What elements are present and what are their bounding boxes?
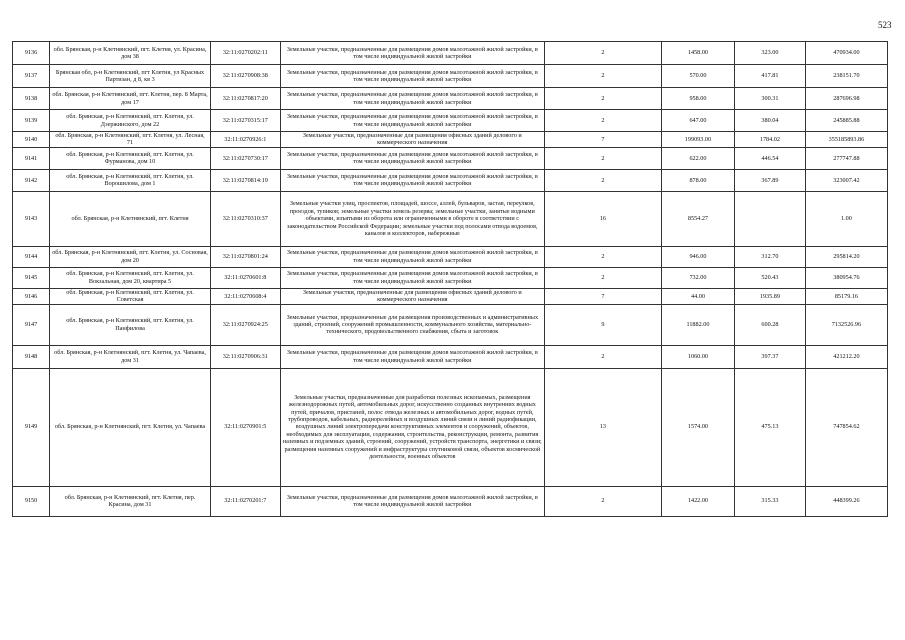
- table-row: [13, 65, 888, 88]
- row-number: 9149: [13, 368, 50, 486]
- address-cell: обл. Брянская, р-н Клетнянский, пгт. Клетня, пер. Красина, дом 31: [50, 486, 211, 516]
- table-row: [13, 304, 888, 345]
- specific-value-cell: 380.04: [735, 110, 806, 132]
- land-use-cell: Земельные участки, предназначенные для размещения домов малоэтажной жилой застройки, в том числе индивидуальной жилой застройки: [280, 65, 544, 88]
- cadastral-value-cell: 470934.00: [805, 42, 887, 65]
- land-use-code-cell: 2: [544, 345, 661, 368]
- area-cell: 878.00: [661, 169, 734, 191]
- address-cell: обл. Брянская, р-н Клетнянский, пгт. Клетня, ул. Дзержинского, дом 22: [50, 110, 211, 132]
- table-row: [13, 368, 888, 486]
- cadastral-number-cell: 32:11:0270924:25: [210, 304, 280, 345]
- area-cell: 8554.27: [661, 191, 734, 246]
- land-use-cell: Земельные участки, предназначенные для размещения домов малоэтажной жилой застройки, в том числе индивидуальной жилой застройки: [280, 169, 544, 191]
- cadastral-number-cell: 32:11:0270801:24: [210, 246, 280, 267]
- specific-value-cell: 315.33: [735, 486, 806, 516]
- specific-value-cell: 300.31: [735, 88, 806, 110]
- address-cell: обл. Брянская, р-н Клетнянский, пгт. Клетня, ул. Чапаева: [50, 368, 211, 486]
- address-cell: обл. Брянская, р-н Клетнянский, пгт. Клетня, ул. Панфилова: [50, 304, 211, 345]
- cadastral-value-cell: 85179.16: [805, 288, 887, 304]
- cadastral-value-cell: 1.00: [805, 191, 887, 246]
- table-row: [13, 246, 888, 267]
- specific-value-cell: 446.54: [735, 147, 806, 169]
- land-use-code-cell: 2: [544, 42, 661, 65]
- cadastral-value-cell: 355185893.86: [805, 132, 887, 148]
- table-row: [13, 267, 888, 288]
- cadastral-value-cell: 448399.26: [805, 486, 887, 516]
- land-use-code-cell: 2: [544, 65, 661, 88]
- land-use-code-cell: 2: [544, 246, 661, 267]
- cadastral-number-cell: 32:11:0270608:4: [210, 288, 280, 304]
- land-use-code-cell: 16: [544, 191, 661, 246]
- row-number: 9140: [13, 132, 50, 148]
- row-number: 9142: [13, 169, 50, 191]
- table-row: [13, 486, 888, 516]
- cadastral-number-cell: 32:11:0270814:19: [210, 169, 280, 191]
- specific-value-cell: 312.70: [735, 246, 806, 267]
- cadastral-number-cell: 32:11:0270315:17: [210, 110, 280, 132]
- table-row: [13, 288, 888, 304]
- area-cell: 199093.00: [661, 132, 734, 148]
- address-cell: обл. Брянская, р-н Клетнянский, пгт. Клетня, ул. Сосновая, дом 20: [50, 246, 211, 267]
- specific-value-cell: 367.89: [735, 169, 806, 191]
- land-use-cell: Земельные участки, предназначенные для размещения офисных зданий делового и коммерческого назначения: [280, 132, 544, 148]
- area-cell: 1458.00: [661, 42, 734, 65]
- specific-value-cell: 520.43: [735, 267, 806, 288]
- specific-value-cell: 417.81: [735, 65, 806, 88]
- land-use-cell: Земельные участки, предназначенные для размещения домов малоэтажной жилой застройки, в том числе индивидуальной жилой застройки: [280, 345, 544, 368]
- cadastral-value-cell: 245885.88: [805, 110, 887, 132]
- row-number: 9146: [13, 288, 50, 304]
- row-number: 9148: [13, 345, 50, 368]
- address-cell: обл. Брянская, р-н Клетнянский, пгт. Клетня, ул. Фурманова, дом 10: [50, 147, 211, 169]
- cadastral-number-cell: 32:11:0270901:5: [210, 368, 280, 486]
- land-use-code-cell: 2: [544, 486, 661, 516]
- specific-value-cell: 600.28: [735, 304, 806, 345]
- land-use-cell: Земельные участки, предназначенные для разработки полезных ископаемых, размещения железнодорожных путей, автомобильных дорог, искусственно созданных внутренних водных путей, причалов, пристаней, полос отвода железных и автомобильных дорог, водных путей, трубопроводов, кабельных, радиорелейных и воздушных линий связи и линий радиофикации, воздушных линий электропередачи конструктивных элементов и сооружений, объектов, необходимых для эксплуатации, содержания, строительства, реконструкции, ремонта, развития наземных и подземных зданий, строений, сооружений, устройств транспорта, энергетики и связи; размещения наземных сооружений и инфраструктуры спутниковой связи, объектов космической деятельности, военных объектов: [280, 368, 544, 486]
- land-use-cell: Земельные участки, предназначенные для размещения домов малоэтажной жилой застройки, в том числе индивидуальной жилой застройки: [280, 88, 544, 110]
- table-row: [13, 169, 888, 191]
- area-cell: 732.00: [661, 267, 734, 288]
- row-number: 9138: [13, 88, 50, 110]
- row-number: 9136: [13, 42, 50, 65]
- specific-value-cell: 397.37: [735, 345, 806, 368]
- land-use-code-cell: 2: [544, 110, 661, 132]
- address-cell: обл. Брянская, р-н Клетнянский, пгт. Клетня: [50, 191, 211, 246]
- cadastral-number-cell: 32:11:0270601:8: [210, 267, 280, 288]
- land-use-code-cell: 2: [544, 169, 661, 191]
- specific-value-cell: 1935.89: [735, 288, 806, 304]
- specific-value-cell: 475.13: [735, 368, 806, 486]
- area-cell: 1574.00: [661, 368, 734, 486]
- table-row: [13, 88, 888, 110]
- table-row: [13, 42, 888, 65]
- land-use-code-cell: 2: [544, 88, 661, 110]
- cadastral-value-cell: 323007.42: [805, 169, 887, 191]
- cadastral-number-cell: 32:11:0270202:11: [210, 42, 280, 65]
- cadastral-number-cell: 32:11:0270906:31: [210, 345, 280, 368]
- land-use-code-cell: 13: [544, 368, 661, 486]
- cadastral-value-cell: 747854.62: [805, 368, 887, 486]
- row-number: 9144: [13, 246, 50, 267]
- area-cell: 44.00: [661, 288, 734, 304]
- area-cell: 946.00: [661, 246, 734, 267]
- land-use-cell: Земельные участки, предназначенные для размещения домов малоэтажной жилой застройки, в том числе индивидуальной жилой застройки: [280, 246, 544, 267]
- cadastral-number-cell: 32:11:0270817:20: [210, 88, 280, 110]
- table-row: [13, 191, 888, 246]
- land-use-cell: Земельные участки улиц, проспектов, площадей, шоссе, аллей, бульваров, застав, переулков, проездов, тупиков; земельные участки земель резерва; земельные участки, занятые водными объектами, изъятыми из оборота или ограниченными в обороте в соответствии с законодательством Российской Федерации; земельные участки под полосами отвода водоемов, каналов и коллекторов, набережные: [280, 191, 544, 246]
- land-use-code-cell: 2: [544, 267, 661, 288]
- address-cell: обл. Брянская, р-н Клетнянский, пгт. Клетня, ул. Советская: [50, 288, 211, 304]
- address-cell: обл. Брянская, р-н Клетнянский, пгт. Клетня, ул. Ворошилова, дом 1: [50, 169, 211, 191]
- row-number: 9145: [13, 267, 50, 288]
- row-number: 9141: [13, 147, 50, 169]
- cadastral-number-cell: 32:11:0270926:1: [210, 132, 280, 148]
- land-use-code-cell: 7: [544, 132, 661, 148]
- cadastral-value-cell: 277747.88: [805, 147, 887, 169]
- row-number: 9147: [13, 304, 50, 345]
- table-body: [13, 42, 888, 517]
- row-number: 9139: [13, 110, 50, 132]
- table-row: [13, 147, 888, 169]
- cadastral-number-cell: 32:11:0270201:7: [210, 486, 280, 516]
- area-cell: 570.00: [661, 65, 734, 88]
- area-cell: 1060.00: [661, 345, 734, 368]
- specific-value-cell: 1784.02: [735, 132, 806, 148]
- address-cell: обл. Брянская, р-н Клетнянский, пгт. Клетня, ул. Красина, дом 38: [50, 42, 211, 65]
- land-use-cell: Земельные участки, предназначенные для размещения домов малоэтажной жилой застройки, в том числе индивидуальной жилой застройки: [280, 267, 544, 288]
- cadastral-number-cell: 32:11:0270730:17: [210, 147, 280, 169]
- table-row: [13, 110, 888, 132]
- address-cell: обл. Брянская, р-н Клетнянский, пгт. Клетня, ул. Лесная, 71: [50, 132, 211, 148]
- land-use-code-cell: 9: [544, 304, 661, 345]
- cadastral-number-cell: 32:11:0270310:37: [210, 191, 280, 246]
- cadastral-value-cell: 287696.98: [805, 88, 887, 110]
- cadastral-value-cell: 238151.70: [805, 65, 887, 88]
- land-use-cell: Земельные участки, предназначенные для размещения домов малоэтажной жилой застройки, в том числе индивидуальной жилой застройки: [280, 486, 544, 516]
- land-use-code-cell: 7: [544, 288, 661, 304]
- specific-value-cell: 323.00: [735, 42, 806, 65]
- land-use-cell: Земельные участки, предназначенные для размещения производственных и административных зданий, строений, сооружений промышленности, коммунального хозяйства, материально-технического, продовольственного снабжения, сбыта и заготовок: [280, 304, 544, 345]
- area-cell: 958.00: [661, 88, 734, 110]
- row-number: 9137: [13, 65, 50, 88]
- land-use-cell: Земельные участки, предназначенные для размещения домов малоэтажной жилой застройки, в том числе индивидуальной жилой застройки: [280, 110, 544, 132]
- address-cell: обл. Брянская, р-н Клетнянский, пгт. Клетня, ул. Чапаева, дом 31: [50, 345, 211, 368]
- land-use-cell: Земельные участки, предназначенные для размещения домов малоэтажной жилой застройки, в том числе индивидуальной жилой застройки: [280, 42, 544, 65]
- address-cell: Брянская обл, р-н Клетнянский, пгт Клетня, ул Красных Партизан, д 8, кв 3: [50, 65, 211, 88]
- cadastral-value-cell: 421212.20: [805, 345, 887, 368]
- row-number: 9143: [13, 191, 50, 246]
- area-cell: 11882.00: [661, 304, 734, 345]
- address-cell: обл. Брянская, р-н Клетнянский, пгт. Клетня, пер. 8 Марта, дом 17: [50, 88, 211, 110]
- cadastral-value-table: [12, 41, 888, 517]
- cadastral-number-cell: 32:11:0270908:38: [210, 65, 280, 88]
- table-row: [13, 132, 888, 148]
- page-number: 523: [878, 20, 892, 30]
- cadastral-value-cell: 380954.76: [805, 267, 887, 288]
- area-cell: 622.00: [661, 147, 734, 169]
- land-use-cell: Земельные участки, предназначенные для размещения домов малоэтажной жилой застройки, в том числе индивидуальной жилой застройки: [280, 147, 544, 169]
- row-number: 9150: [13, 486, 50, 516]
- area-cell: 1422.00: [661, 486, 734, 516]
- specific-value-cell: [735, 191, 806, 246]
- table-row: [13, 345, 888, 368]
- land-use-cell: Земельные участки, предназначенные для размещения офисных зданий делового и коммерческого назначения: [280, 288, 544, 304]
- area-cell: 647.00: [661, 110, 734, 132]
- address-cell: обл. Брянская, р-н Клетнянский, пгт. Клетня, ул. Вокзальная, дом 20, квартира 5: [50, 267, 211, 288]
- cadastral-value-cell: 295814.20: [805, 246, 887, 267]
- land-use-code-cell: 2: [544, 147, 661, 169]
- cadastral-value-cell: 7132526.96: [805, 304, 887, 345]
